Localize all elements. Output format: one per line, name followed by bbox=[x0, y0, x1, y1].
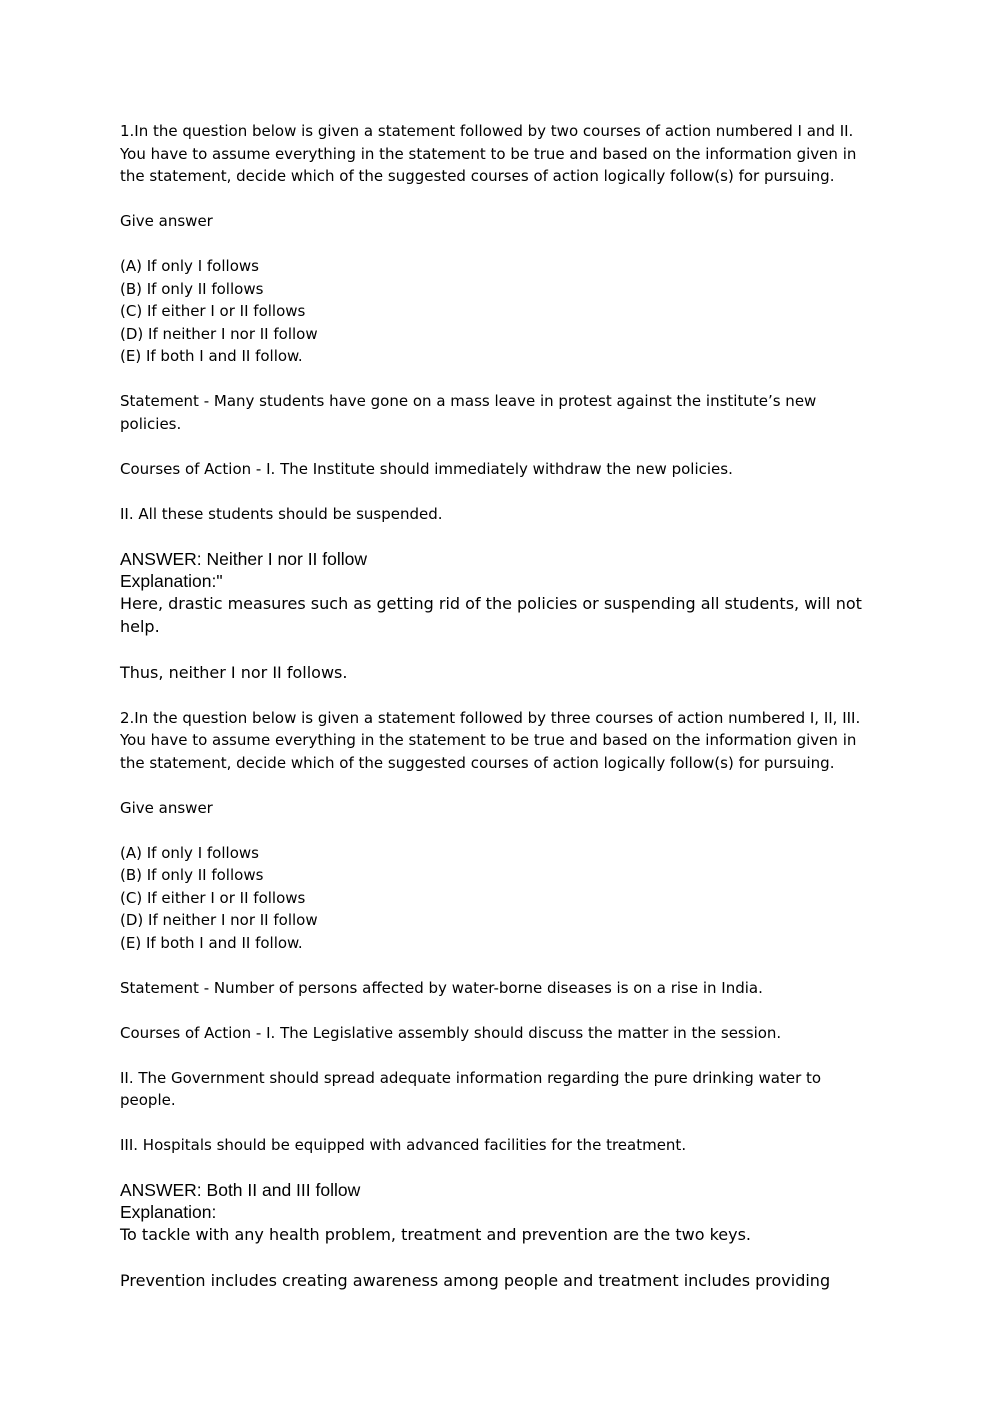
give-answer-label: Give answer bbox=[120, 798, 213, 817]
answer-option: (B) If only II follows bbox=[120, 279, 264, 298]
question-intro-line: 2.In the question below is given a statement followed by three courses of action numbered I, II, III. bbox=[120, 708, 861, 727]
answer-heading: ANSWER: Both II and III follow bbox=[120, 1180, 361, 1200]
answer-option: (D) If neither I nor II follow bbox=[120, 324, 318, 343]
answer-option: (A) If only I follows bbox=[120, 257, 259, 275]
explanation-line: To tackle with any health problem, treatment and prevention are the two keys. bbox=[120, 1225, 752, 1244]
answer-option: (D) If neither I nor II follow bbox=[120, 911, 318, 929]
answer-heading: ANSWER: Neither I nor II follow bbox=[120, 548, 368, 569]
question-intro-line: You have to assume everything in the statement to be true and based on the information given in bbox=[120, 731, 857, 749]
explanation-label: Explanation: bbox=[120, 1202, 217, 1222]
explanation-label: Explanation:" bbox=[120, 570, 223, 591]
question-intro-line: the statement, decide which of the suggested courses of action logically follow(s) for pursuing. bbox=[120, 753, 835, 772]
answer-option: (E) If both I and II follow. bbox=[120, 347, 303, 365]
statement: Statement - Number of persons affected by water-borne diseases is on a rise in India. bbox=[120, 978, 763, 997]
question-1 bbox=[120, 120, 880, 707]
explanation-line: help. bbox=[120, 616, 160, 636]
question-intro-line: You have to assume everything in the statement to be true and based on the information given in bbox=[120, 144, 857, 163]
course-of-action: Courses of Action - I. The Legislative assembly should discuss the matter in the session. bbox=[120, 1023, 782, 1042]
answer-option: (C) If either I or II follows bbox=[120, 888, 306, 907]
course-of-action: II. The Government should spread adequate information regarding the pure drinking water to bbox=[120, 1068, 822, 1087]
answer-option: (B) If only II follows bbox=[120, 866, 264, 884]
course-of-action: III. Hospitals should be equipped with advanced facilities for the treatment. bbox=[120, 1136, 687, 1154]
question-2 bbox=[120, 707, 880, 1293]
question-intro-line: 1.In the question below is given a statement followed by two courses of action numbered I and II. bbox=[120, 122, 854, 140]
document-page bbox=[120, 120, 880, 1292]
answer-option: (C) If either I or II follows bbox=[120, 302, 306, 320]
explanation-line: Thus, neither I nor II follows. bbox=[120, 662, 348, 682]
course-of-action: people. bbox=[120, 1091, 176, 1109]
course-of-action: II. All these students should be suspended. bbox=[120, 504, 443, 523]
question-intro-line: the statement, decide which of the suggested courses of action logically follow(s) for pursuing. bbox=[120, 167, 835, 185]
explanation-line: Prevention includes creating awareness among people and treatment includes providing bbox=[120, 1271, 831, 1290]
answer-option: (A) If only I follows bbox=[120, 843, 259, 862]
explanation-line: Here, drastic measures such as getting rid of the policies or suspending all students, will not bbox=[120, 593, 862, 613]
course-of-action: Courses of Action - I. The Institute should immediately withdraw the new policies. bbox=[120, 459, 733, 478]
give-answer-label: Give answer bbox=[120, 212, 213, 230]
answer-option: (E) If both I and II follow. bbox=[120, 933, 303, 952]
statement: Statement - Many students have gone on a mass leave in protest against the institute’s new policies. bbox=[120, 392, 817, 433]
